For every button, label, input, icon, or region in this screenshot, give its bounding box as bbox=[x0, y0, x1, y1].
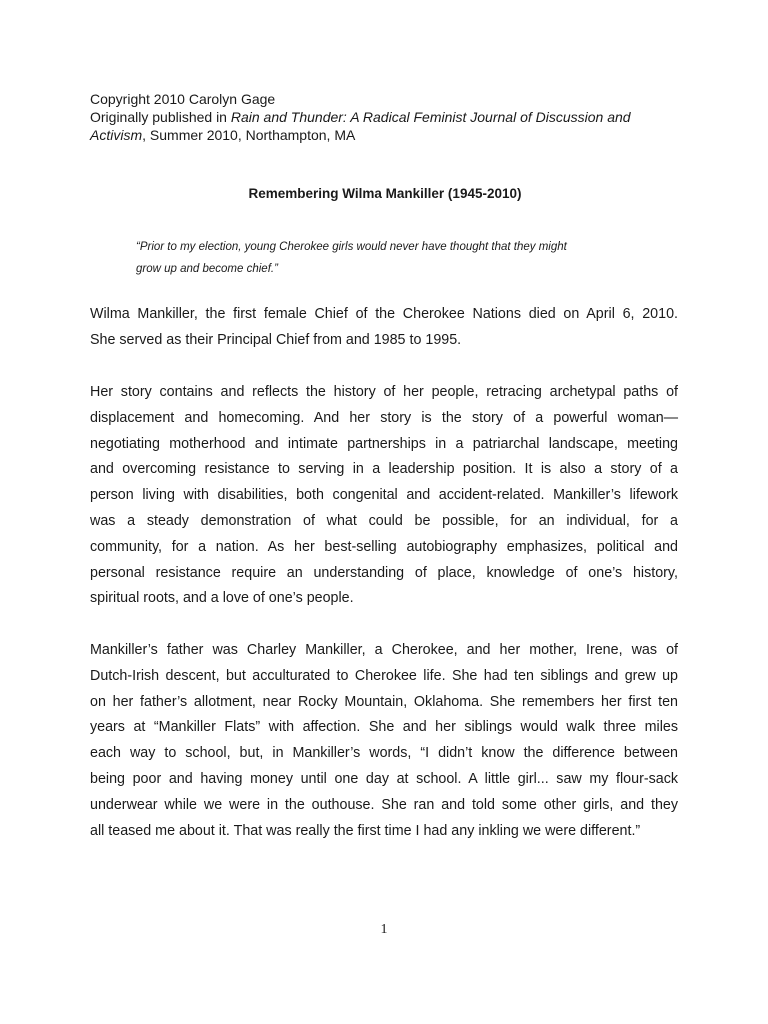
article-title: Remembering Wilma Mankiller (1945-2010) bbox=[248, 186, 522, 201]
text-line: being poor and having money until one day at school. A little girl... saw my flour-sack bbox=[90, 770, 678, 787]
text-line: and overcoming resistance to serving in a leadership position. It is also a story of a bbox=[90, 461, 678, 478]
text-line: Mankiller’s father was Charley Mankiller, a Cherokee, and her mother, Irene, was of bbox=[90, 642, 678, 658]
journal-title-part2: Activism bbox=[90, 127, 143, 143]
paragraph-1 bbox=[90, 302, 678, 354]
text-line: was a steady demonstration of what could be possible, for an individual, for a bbox=[90, 512, 678, 529]
text-line: person living with disabilities, both congenital and accident-related. Mankiller’s lifework bbox=[90, 487, 678, 504]
journal-title-part1: Rain and Thunder: A Radical Feminist Journal of Discussion and bbox=[230, 109, 631, 125]
text-line: Wilma Mankiller, the first female Chief of the Cherokee Nations died on April 6, 2010. bbox=[90, 306, 678, 322]
published-line-cont bbox=[90, 126, 690, 144]
quote-line: grow up and become chief.” bbox=[136, 263, 278, 275]
text-line: negotiating motherhood and intimate partnerships in a patriarchal landscape, meeting bbox=[90, 435, 678, 452]
text-line: spiritual roots, and a love of one’s people. bbox=[90, 590, 354, 607]
epigraph-quote bbox=[136, 236, 646, 280]
copyright-line: Copyright 2010 Carolyn Gage bbox=[90, 91, 276, 107]
text-line: displacement and homecoming. And her story is the story of a powerful woman— bbox=[90, 409, 678, 426]
text-line: Dutch-Irish descent, but acculturated to Cherokee life. She had ten siblings and grew up bbox=[90, 667, 678, 684]
text-line: She served as their Principal Chief from and 1985 to 1995. bbox=[90, 331, 462, 348]
text-line: personal resistance require an understanding of place, knowledge of one’s history, bbox=[90, 564, 678, 581]
text-line: all teased me about it. That was really the first time I had any inkling we were different.” bbox=[90, 822, 641, 839]
text-line: Her story contains and reflects the history of her people, retracing archetypal paths of bbox=[90, 384, 678, 400]
published-prefix: Originally published in bbox=[90, 109, 231, 125]
publication-header bbox=[90, 90, 690, 144]
page-number: 1 bbox=[380, 922, 388, 937]
text-line: community, for a nation. As her best-selling autobiography emphasizes, political and bbox=[90, 538, 678, 555]
published-line bbox=[90, 108, 690, 126]
text-line: each way to school, but, in Mankiller’s words, “I didn’t know the difference between bbox=[90, 745, 678, 762]
published-suffix: , Summer 2010, Northampton, MA bbox=[142, 127, 356, 143]
paragraph-3 bbox=[90, 638, 678, 844]
text-line: years at “Mankiller Flats” with affection. She and her siblings would walk three miles bbox=[90, 719, 678, 736]
paragraph-2 bbox=[90, 380, 678, 612]
text-line: underwear while we were in the outhouse. She ran and told some other girls, and they bbox=[90, 796, 678, 813]
text-line: on her father’s allotment, near Rocky Mountain, Oklahoma. She remembers her first ten bbox=[90, 693, 678, 710]
quote-line: “Prior to my election, young Cherokee girls would never have thought that they might bbox=[136, 241, 567, 253]
